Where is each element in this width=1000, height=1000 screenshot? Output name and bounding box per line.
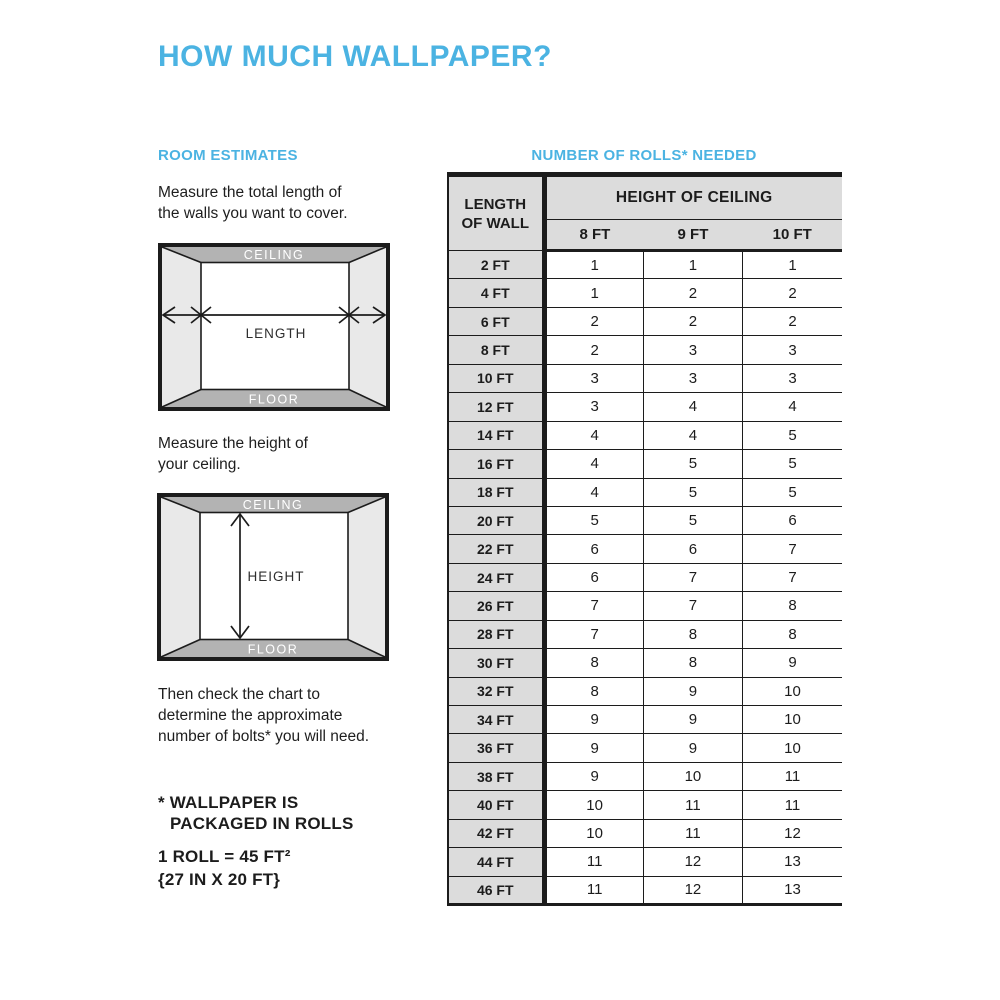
rolls-value-cell: 12: [643, 876, 742, 904]
roll-size-line: 1 ROLL = 45 FT²: [158, 847, 291, 866]
length-dimension-label: LENGTH: [245, 326, 307, 341]
table-row: [448, 592, 842, 620]
room-estimates-heading: ROOM ESTIMATES: [158, 147, 298, 164]
height-dimension-label: HEIGHT: [247, 569, 305, 584]
table-row: [448, 279, 842, 307]
instruction-line: the walls you want to cover.: [158, 205, 348, 222]
instruction-step1: [158, 182, 348, 224]
ceiling-label: CEILING: [243, 248, 305, 262]
length-of-wall-cell: 6 FT: [448, 307, 544, 335]
length-of-wall-cell: 22 FT: [448, 535, 544, 563]
rolls-value-cell: 8: [643, 620, 742, 648]
table-row: [448, 478, 842, 506]
rolls-value-cell: 12: [643, 848, 742, 876]
length-of-wall-cell: 30 FT: [448, 649, 544, 677]
instruction-line: your ceiling.: [158, 456, 241, 473]
footnote-line: * WALLPAPER IS: [158, 793, 299, 812]
length-of-wall-cell: 26 FT: [448, 592, 544, 620]
rolls-value-cell: 12: [743, 819, 842, 847]
rolls-value-cell: 8: [544, 649, 643, 677]
table-row: [448, 649, 842, 677]
table-row: [448, 762, 842, 790]
instruction-line: determine the approximate: [158, 707, 343, 724]
instruction-step2: [158, 433, 308, 475]
instruction-line: Then check the chart to: [158, 686, 320, 703]
length-room-diagram-svg: [158, 243, 390, 411]
length-of-wall-cell: 20 FT: [448, 506, 544, 534]
rolls-value-cell: 5: [643, 506, 742, 534]
rolls-value-cell: 7: [544, 620, 643, 648]
instruction-line: number of bolts* you will need.: [158, 728, 370, 745]
table-row: [448, 791, 842, 819]
table-row: [448, 251, 842, 279]
floor-label: FLOOR: [248, 392, 300, 407]
table-row: [448, 307, 842, 335]
rolls-value-cell: 11: [743, 762, 842, 790]
rolls-value-cell: 3: [643, 336, 742, 364]
rolls-value-cell: 3: [544, 393, 643, 421]
page-title: HOW MUCH WALLPAPER?: [158, 40, 552, 73]
rolls-value-cell: 6: [544, 535, 643, 563]
rolls-value-cell: 2: [643, 279, 742, 307]
rolls-value-cell: 6: [544, 563, 643, 591]
ceiling-label: CEILING: [242, 498, 304, 512]
rolls-value-cell: 13: [743, 848, 842, 876]
rolls-value-cell: 6: [643, 535, 742, 563]
rolls-value-cell: 11: [544, 876, 643, 904]
length-of-wall-cell: 42 FT: [448, 819, 544, 847]
rolls-value-cell: 7: [743, 535, 842, 563]
rolls-value-cell: 4: [643, 393, 742, 421]
length-of-wall-cell: 40 FT: [448, 791, 544, 819]
length-of-wall-cell: 32 FT: [448, 677, 544, 705]
rolls-value-cell: 1: [544, 279, 643, 307]
rolls-value-cell: 2: [544, 307, 643, 335]
column-header-10ft: 10 FT: [743, 220, 842, 251]
rolls-value-cell: 10: [743, 677, 842, 705]
table-row: [448, 706, 842, 734]
rolls-value-cell: 5: [743, 478, 842, 506]
instruction-step3: [158, 684, 369, 747]
rolls-value-cell: 10: [544, 791, 643, 819]
rolls-value-cell: 9: [643, 677, 742, 705]
rolls-value-cell: 3: [743, 364, 842, 392]
rolls-value-cell: 5: [643, 478, 742, 506]
table-row: [448, 506, 842, 534]
rolls-needed-heading: NUMBER OF ROLLS* NEEDED: [531, 147, 757, 164]
rolls-value-cell: 7: [743, 563, 842, 591]
rolls-value-cell: 10: [544, 819, 643, 847]
table-row: [448, 336, 842, 364]
table-row: [448, 620, 842, 648]
table-row: [448, 876, 842, 904]
rolls-value-cell: 4: [544, 421, 643, 449]
rolls-value-cell: 9: [743, 649, 842, 677]
instruction-line: Measure the height of: [158, 435, 308, 452]
rolls-value-cell: 4: [643, 421, 742, 449]
length-of-wall-cell: 2 FT: [448, 251, 544, 279]
column-header-9ft: 9 FT: [643, 220, 742, 251]
rolls-value-cell: 1: [743, 251, 842, 279]
rolls-value-cell: 5: [743, 421, 842, 449]
length-of-wall-cell: 18 FT: [448, 478, 544, 506]
roll-size-note: [158, 845, 291, 891]
length-room-diagram: [158, 243, 390, 411]
rolls-value-cell: 10: [643, 762, 742, 790]
rolls-value-cell: 7: [643, 563, 742, 591]
rolls-value-cell: 9: [544, 762, 643, 790]
table-row: [448, 677, 842, 705]
length-of-wall-header: LENGTH OF WALL: [448, 175, 544, 251]
height-room-diagram: [157, 493, 389, 661]
rolls-value-cell: 2: [544, 336, 643, 364]
rolls-value-cell: 4: [544, 450, 643, 478]
rolls-value-cell: 2: [743, 307, 842, 335]
height-room-diagram-svg: [157, 493, 389, 661]
rolls-value-cell: 10: [743, 734, 842, 762]
length-of-wall-cell: 14 FT: [448, 421, 544, 449]
rolls-value-cell: 9: [544, 734, 643, 762]
length-of-wall-cell: 36 FT: [448, 734, 544, 762]
table-row: [448, 819, 842, 847]
table-row: [448, 450, 842, 478]
column-header-8ft: 8 FT: [544, 220, 643, 251]
rolls-value-cell: 8: [743, 592, 842, 620]
rolls-value-cell: 7: [643, 592, 742, 620]
footnote-line: PACKAGED IN ROLLS: [170, 814, 354, 833]
table-row: [448, 535, 842, 563]
floor-label: FLOOR: [247, 642, 299, 657]
length-of-wall-cell: 4 FT: [448, 279, 544, 307]
rolls-value-cell: 11: [643, 791, 742, 819]
length-of-wall-cell: 24 FT: [448, 563, 544, 591]
rolls-table-body: [448, 251, 842, 905]
rolls-value-cell: 8: [743, 620, 842, 648]
packaging-footnote: [158, 792, 353, 834]
table-row: [448, 734, 842, 762]
length-of-wall-cell: 46 FT: [448, 876, 544, 904]
instruction-line: Measure the total length of: [158, 184, 342, 201]
height-of-ceiling-header: HEIGHT OF CEILING: [544, 175, 842, 220]
rolls-value-cell: 10: [743, 706, 842, 734]
rolls-value-cell: 5: [743, 450, 842, 478]
length-of-wall-cell: 10 FT: [448, 364, 544, 392]
length-of-wall-cell: 34 FT: [448, 706, 544, 734]
table-row: [448, 421, 842, 449]
rolls-value-cell: 8: [544, 677, 643, 705]
rolls-value-cell: 3: [643, 364, 742, 392]
length-of-wall-cell: 16 FT: [448, 450, 544, 478]
rolls-value-cell: 3: [544, 364, 643, 392]
rolls-value-cell: 6: [743, 506, 842, 534]
length-of-wall-cell: 8 FT: [448, 336, 544, 364]
rolls-value-cell: 9: [544, 706, 643, 734]
length-of-wall-cell: 38 FT: [448, 762, 544, 790]
rolls-value-cell: 1: [643, 251, 742, 279]
rolls-value-cell: 11: [743, 791, 842, 819]
rolls-value-cell: 2: [743, 279, 842, 307]
rolls-value-cell: 13: [743, 876, 842, 904]
rolls-value-cell: 2: [643, 307, 742, 335]
rolls-value-cell: 3: [743, 336, 842, 364]
table-row: [448, 393, 842, 421]
rolls-value-cell: 9: [643, 734, 742, 762]
rolls-value-cell: 9: [643, 706, 742, 734]
rolls-value-cell: 1: [544, 251, 643, 279]
rolls-value-cell: 5: [643, 450, 742, 478]
rolls-value-cell: 7: [544, 592, 643, 620]
table-row: [448, 364, 842, 392]
table-row: [448, 848, 842, 876]
rolls-value-cell: 11: [643, 819, 742, 847]
rolls-value-cell: 4: [544, 478, 643, 506]
length-of-wall-cell: 28 FT: [448, 620, 544, 648]
length-of-wall-cell: 12 FT: [448, 393, 544, 421]
rolls-needed-table: [447, 172, 842, 906]
rolls-value-cell: 11: [544, 848, 643, 876]
rolls-value-cell: 8: [643, 649, 742, 677]
roll-size-line: {27 IN X 20 FT}: [158, 870, 281, 889]
rolls-value-cell: 4: [743, 393, 842, 421]
length-of-wall-cell: 44 FT: [448, 848, 544, 876]
rolls-value-cell: 5: [544, 506, 643, 534]
table-row: [448, 563, 842, 591]
